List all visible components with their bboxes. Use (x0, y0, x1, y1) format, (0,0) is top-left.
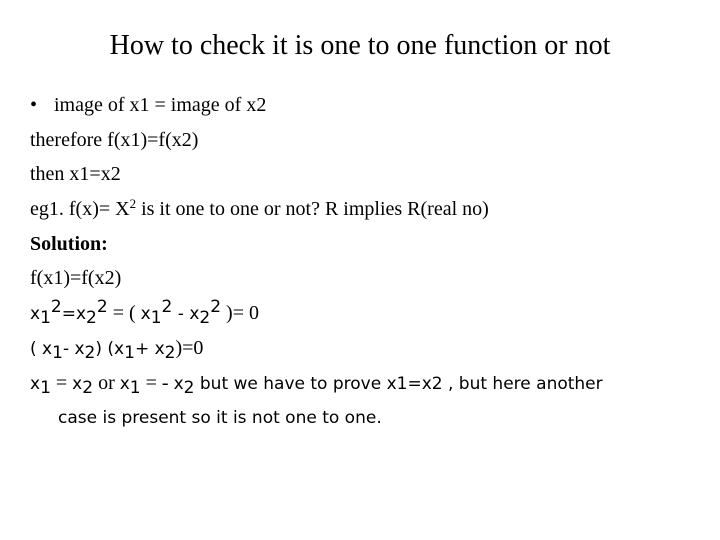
bullet-marker: • (30, 94, 38, 116)
eq4-sub-3: 1 (129, 377, 141, 398)
eq4-sub-4: 2 (183, 377, 195, 398)
example-superscript: 2 (129, 196, 137, 212)
bullet-text: image of x1 = image of x2 (54, 94, 267, 116)
eq2-x4: x (189, 304, 200, 325)
eq2-x3: x (140, 304, 151, 325)
eq2-sub-2: 2 (86, 308, 97, 329)
eq2-equals-paren: = ( (107, 302, 141, 325)
eq3-sub-1: 1 (52, 342, 63, 363)
eq2-sub-3: 1 (150, 308, 162, 329)
solution-label: Solution: (30, 232, 108, 255)
eq2-sup-3: 2 (161, 297, 173, 318)
eq3-part-3: ) (x (95, 338, 125, 359)
eq3-sub-3: 1 (124, 342, 135, 363)
eq4-x2: x (72, 373, 83, 394)
slide-title: How to check it is one to one function or not (109, 30, 611, 61)
solution-heading (30, 227, 700, 262)
eq4-explanation: but we have to prove x1=x2 , but here another (194, 373, 603, 394)
eq2-result: )= 0 (221, 302, 259, 325)
eq4-equals-minus: = - (140, 371, 174, 394)
example-text-a: eg1. f(x)= X (30, 198, 130, 221)
eq2-sup-1: 2 (50, 297, 62, 318)
eq2-sub-1: 1 (40, 308, 51, 329)
equation-line-4 (30, 366, 700, 401)
eq3-part-2: - x (62, 338, 85, 359)
slide-body (30, 88, 700, 435)
eq4-x4: x (173, 373, 184, 394)
eq2-sub-4: 2 (199, 308, 211, 329)
eq4-x1: x (30, 373, 41, 394)
equation-line-3 (30, 331, 700, 366)
eq3-sub-2: 2 (84, 342, 96, 363)
conclusion-line (30, 400, 700, 435)
eq4-equals: = (50, 371, 73, 394)
equation-line-1: f(x1)=f(x2) (30, 267, 122, 290)
eq3-part-4: + x (134, 338, 165, 359)
eq3-part-1: ( x (30, 338, 53, 359)
eq2-sup-2: 2 (96, 297, 108, 318)
then-line: then x1=x2 (30, 163, 121, 186)
example-line (30, 192, 700, 227)
eq4-sub-2: 2 (82, 377, 94, 398)
therefore-line: therefore f(x1)=f(x2) (30, 128, 199, 151)
conclusion-text: case is present so it is not one to one. (58, 408, 382, 429)
example-text-b: is it one to one or not? R implies R(real no) (136, 198, 489, 221)
eq4-or: or (93, 371, 120, 394)
eq2-minus: - (172, 304, 190, 325)
eq2-x2: =x (61, 304, 87, 325)
eq2-sup-4: 2 (210, 297, 222, 318)
eq3-result: )=0 (175, 336, 204, 359)
bullet-line (30, 88, 700, 123)
eq3-sub-4: 2 (164, 342, 176, 363)
eq4-x3: x (119, 373, 130, 394)
equation-line-2 (30, 296, 700, 331)
eq4-sub-1: 1 (40, 377, 51, 398)
eq2-x1: x (30, 304, 41, 325)
